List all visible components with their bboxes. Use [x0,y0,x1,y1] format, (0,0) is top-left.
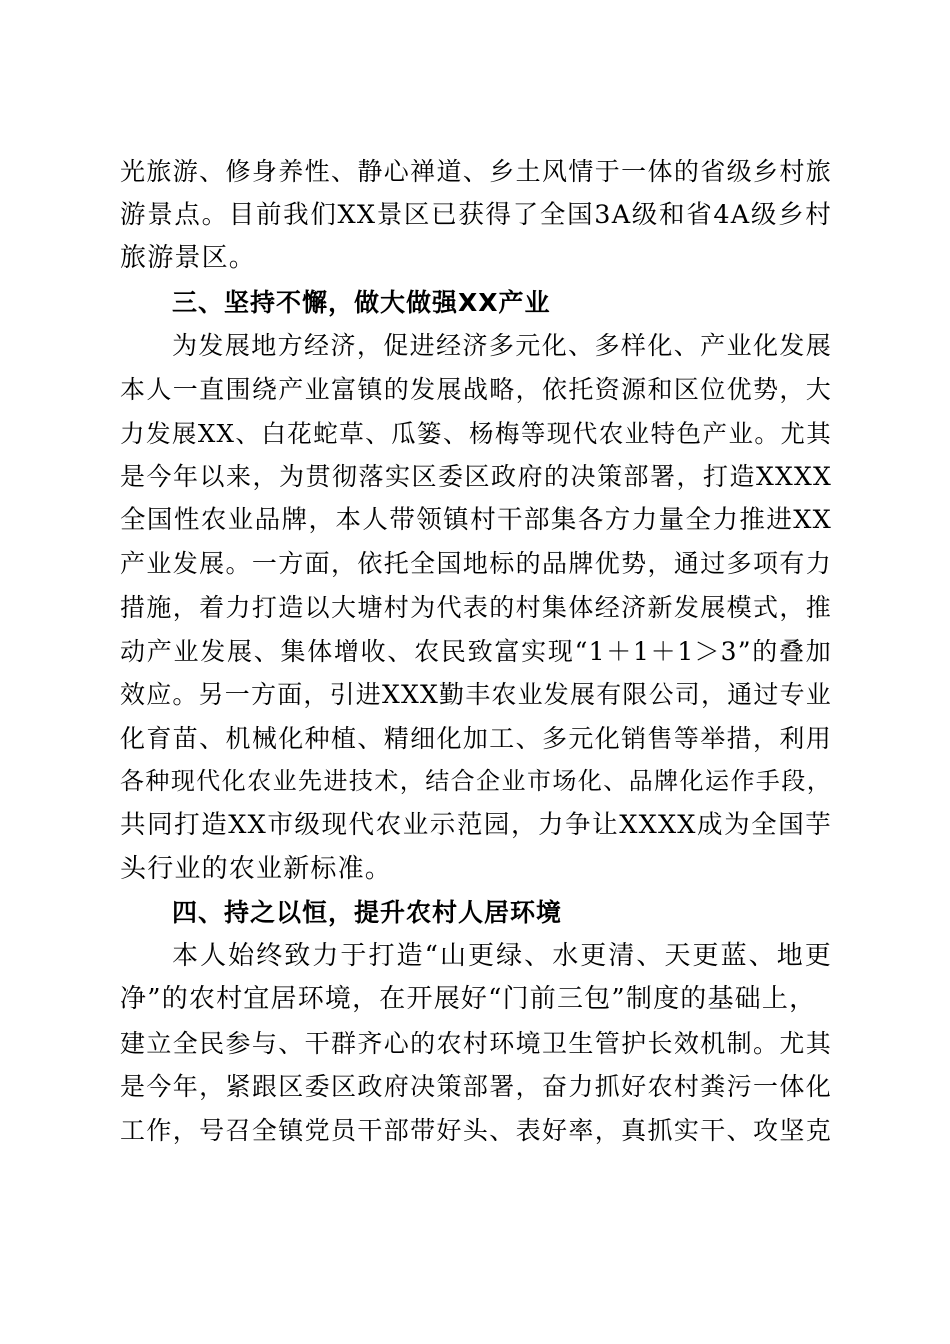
paragraph-line: 本人始终致力于打造“山更绿、水更清、天更蓝、地更 [172,940,832,971]
paragraph-line: 旅游景区。 [120,243,257,274]
paragraph-line: 建立全民参与、干群齐心的农村环境卫生管护长效机制。尤其 [120,1028,832,1058]
paragraph-line: 动产业发展、集体增收、农民致富实现“1＋1＋1＞3”的叠加 [120,636,832,666]
paragraph-line: 光旅游、修身养性、静心禅道、乡土风情于一体的省级乡村旅 [120,157,832,186]
paragraph-line: 各种现代化农业先进技术，结合企业市场化、品牌化运作手段， [120,767,832,796]
paragraph-line: 力发展XX、白花蛇草、瓜篓、杨梅等现代农业特色产业。尤其 [120,418,832,448]
paragraph-line: 是今年以来，为贯彻落实区委区政府的决策部署，打造XXXX [120,462,832,492]
paragraph-line: 产业发展。一方面，依托全国地标的品牌优势，通过多项有力 [120,549,832,579]
paragraph-line: 效应。另一方面，引进XXX勤丰农业发展有限公司，通过专业 [120,680,832,710]
paragraph-line: 净”的农村宜居环境，在开展好“门前三包”制度的基础上， [120,984,817,1015]
paragraph-line: 工作，号召全镇党员干部带好头、表好率，真抓实干、攻坚克 [120,1116,832,1146]
paragraph-line: 是今年，紧跟区委区政府决策部署，奋力抓好农村粪污一体化 [120,1072,832,1102]
paragraph-line: 化育苗、机械化种植、精细化加工、多元化销售等举措，利用 [120,723,832,753]
paragraph-line: 为发展地方经济，促进经济多元化、多样化、产业化发展 [172,331,832,361]
paragraph-line: 措施，着力打造以大塘村为代表的村集体经济新发展模式，推 [120,592,832,622]
section-heading-3: 三、坚持不懈，做大做强XX产业 [172,287,551,317]
paragraph-line: 全国性农业品牌，本人带领镇村干部集各方力量全力推进XX [120,504,832,535]
section-heading-4: 四、持之以恒，提升农村人居环境 [172,898,563,928]
paragraph-line: 共同打造XX市级现代农业示范园，力争让XXXX成为全国芋 [120,809,832,840]
paragraph-line: 本人一直围绕产业富镇的发展战略，依托资源和区位优势，大 [120,374,832,404]
paragraph-line: 头行业的农业新标准。 [120,853,393,884]
document-body [120,150,832,1153]
paragraph-line: 游景点。目前我们XX景区已获得了全国3A级和省4A级乡村 [120,199,832,230]
